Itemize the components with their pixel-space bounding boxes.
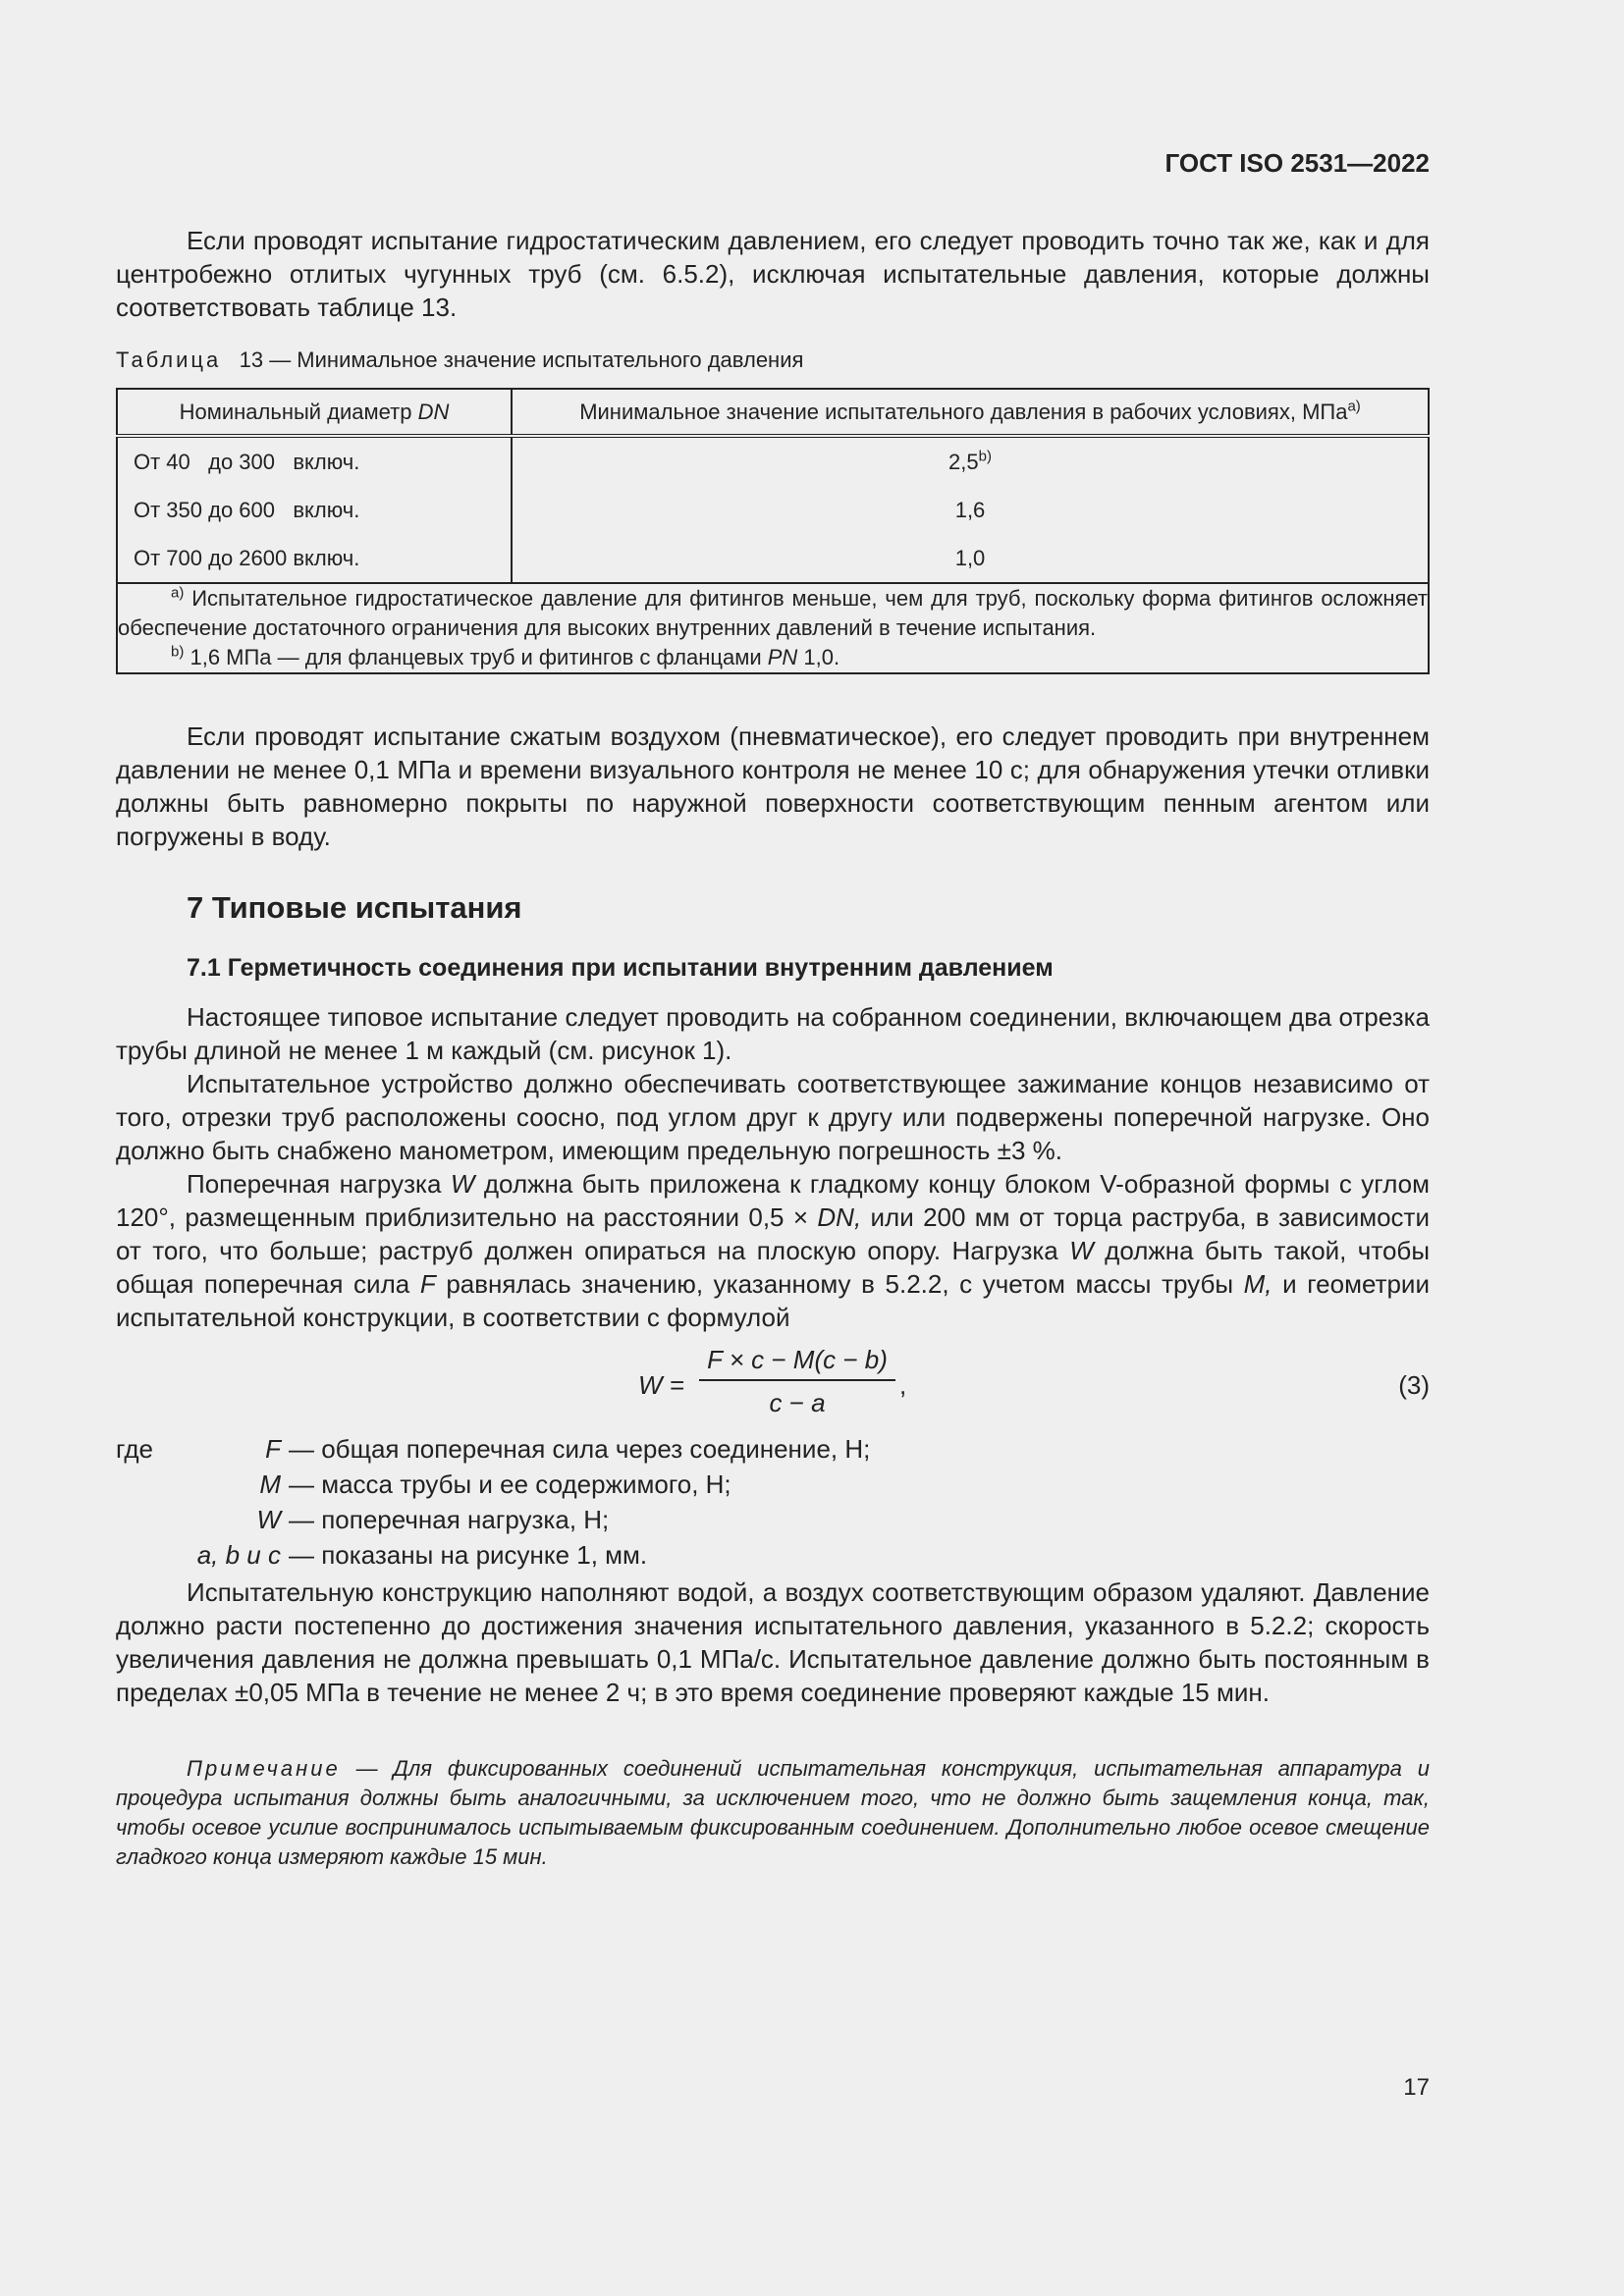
- row-value-text: 1,0: [954, 545, 986, 570]
- formula-numerator: F × c − M(c − b): [707, 1345, 888, 1374]
- after-formula-section: [116, 1575, 1430, 1709]
- legend-where: где: [116, 1434, 153, 1464]
- col1-header: [117, 389, 512, 436]
- row-range: От 40 до 300 включ.: [117, 436, 512, 486]
- legend-text: — показаны на рисунке 1, мм.: [289, 1540, 648, 1570]
- col1-header-sym: DN: [417, 399, 450, 424]
- table-header-row: [117, 389, 1429, 436]
- footnote-b-sym: PN: [767, 645, 798, 669]
- row-range: От 700 до 2600 включ.: [117, 534, 512, 583]
- table-row: [117, 486, 1429, 534]
- formula-number: (3): [1398, 1370, 1430, 1400]
- col1-header-text: Номинальный диаметр: [179, 399, 412, 424]
- paragraph-7-1-1: Настоящее типовое испытание следует проводить на собранном соединении, включающем два отрезка трубы длиной не менее 1 м каждый (см. рисунок 1).: [116, 1002, 1430, 1065]
- footnote-b-post: 1,0.: [803, 645, 840, 669]
- footnotes-cell: [117, 583, 1429, 673]
- p3-part: должна быть такой, чтобы общая поперечная сила: [116, 1236, 1431, 1299]
- footnote-a: [118, 584, 1428, 643]
- paragraph-7-1-3: [116, 1167, 1430, 1334]
- p3-sym-f: F: [419, 1269, 436, 1299]
- footnote-b: [118, 643, 1428, 672]
- subsection-title: 7.1 Герметичность соединения при испытании внутренним давлением: [187, 954, 1054, 982]
- legend-sym: a, b и c: [196, 1540, 281, 1570]
- section-7-body: [116, 1000, 1430, 1334]
- note-label: Примечание: [187, 1756, 341, 1781]
- paragraph-procedure: Испытательную конструкцию наполняют водой, а воздух соответствующим образом удаляют. Давление должно расти постепенно до достижения значения испытательного давления, указанного в 5.2.2; скорость увеличения давления не должна превышать 0,1 МПа/с. Испытательное давление должно быть постоянным в пределах ±0,05 МПа в течение не менее 2 ч; в это время соединение проверяют каждые 15 мин.: [116, 1577, 1430, 1707]
- p3-part: или 200 мм от торца раструба, в зависимости от того, что больше; раструб должен опираться на плоскую опору. Нагрузка: [116, 1202, 1430, 1265]
- row-value-text: 1,6: [954, 497, 986, 522]
- row-value: [512, 436, 1429, 486]
- intro-section: [116, 224, 1430, 324]
- formula-denominator: c − a: [769, 1388, 826, 1417]
- p3-part: равнялась значению, указанному в 5.2.2, с учетом массы трубы: [446, 1269, 1234, 1299]
- formula-lhs: W =: [638, 1370, 684, 1400]
- row-value: [512, 486, 1429, 534]
- air-test-paragraph: Если проводят испытание сжатым воздухом (пневматическое), его следует проводить при внутреннем давлении не менее 0,1 МПа и времени визуального контроля не менее 10 с; для обнаружения утечки отливки должны быть равномерно покрыты по наружной поверхности соответствующим пенным агентом или погружены в воду.: [116, 721, 1430, 851]
- p3-sym-w: W: [1069, 1236, 1094, 1265]
- p3-part: Поперечная нагрузка: [187, 1169, 442, 1199]
- footnote-a-text: Испытательное гидростатическое давление для фитингов меньше, чем для труб, поскольку форма фитингов осложняет обеспечение достаточного ограничения для высоких внутренних давлений в течение испытания.: [118, 586, 1428, 640]
- legend-sym: M: [259, 1469, 281, 1499]
- footnote-b-mark: b): [171, 643, 185, 661]
- table-13-container: [116, 388, 1430, 674]
- p3-part: и геометрии испытательной конструкции, в соответствии с формулой: [116, 1269, 1430, 1332]
- table-caption-text: 13 — Минимальное значение испытательного давления: [239, 347, 804, 372]
- p3-part: должна быть приложена к гладкому концу блоком V-образной формы с углом 120°, размещенным приблизительно на расстоянии 0,5 ×: [116, 1169, 1430, 1232]
- section-7-heading: [116, 890, 1430, 926]
- legend-sym: F: [265, 1434, 281, 1464]
- table-row: [117, 436, 1429, 486]
- row-value-text: 2,5: [948, 449, 979, 474]
- p3-sym-w: W: [450, 1169, 475, 1199]
- row-value: [512, 534, 1429, 583]
- col2-header-ref: a): [1347, 398, 1361, 415]
- standard-header: ГОСТ ISO 2531—2022: [1164, 148, 1430, 178]
- note-paragraph: [116, 1754, 1430, 1872]
- legend-text: — масса трубы и ее содержимого, Н;: [289, 1469, 731, 1499]
- paragraph-7-1-2: Испытательное устройство должно обеспечивать соответствующее зажимание концов независимо от того, отрезки труб расположены соосно, под углом друг к другу или подвержены поперечной нагрузке. Оно должно быть снабжено манометром, имеющим предельную погрешность ±3 %.: [116, 1069, 1430, 1165]
- col2-header: [512, 389, 1429, 436]
- col2-header-text: Минимальное значение испытательного давления в рабочих условиях, МПа: [579, 399, 1348, 424]
- row-range: От 350 до 600 включ.: [117, 486, 512, 534]
- p3-sym-m: M,: [1243, 1269, 1272, 1299]
- note-text: — Для фиксированных соединений испытательная конструкция, испытательная аппаратура и процедура испытания должны быть аналогичными, за исключением того, что не должно быть защемления конца, так, чтобы осевое усилие воспринималось испытываемым фиксированным соединением. Дополнительно любое осевое смещение гладкого конца измеряют каждые 15 мин.: [116, 1756, 1430, 1869]
- table-row: [117, 534, 1429, 583]
- legend-sym: W: [256, 1505, 281, 1534]
- page-number: 17: [1403, 2074, 1430, 2101]
- fraction-bar: [699, 1379, 895, 1381]
- table-caption-label: Таблица: [116, 347, 222, 372]
- row-value-ref: b): [978, 448, 992, 465]
- intro-paragraph: Если проводят испытание гидростатическим давлением, его следует проводить точно так же, как и для центробежно отлитых чугунных труб (см. 6.5.2), исключая испытательные давления, которые должны соответствовать таблице 13.: [116, 226, 1430, 322]
- legend-text: — общая поперечная сила через соединение, Н;: [289, 1434, 871, 1464]
- note-section: [116, 1754, 1430, 1872]
- table-caption: [116, 346, 1430, 375]
- subsection-7-1-heading: [116, 954, 1430, 983]
- footnote-a-mark: a): [171, 584, 185, 602]
- table-footnotes: [117, 583, 1429, 673]
- section-title: 7 Типовые испытания: [187, 890, 522, 925]
- formula-trailing: ,: [899, 1370, 907, 1400]
- p3-sym-dn: DN,: [817, 1202, 862, 1232]
- legend-text: — поперечная нагрузка, Н;: [289, 1505, 610, 1534]
- table-13: [116, 388, 1430, 674]
- air-test-section: [116, 720, 1430, 853]
- footnote-b-text: 1,6 МПа — для фланцевых труб и фитингов с фланцами: [189, 645, 762, 669]
